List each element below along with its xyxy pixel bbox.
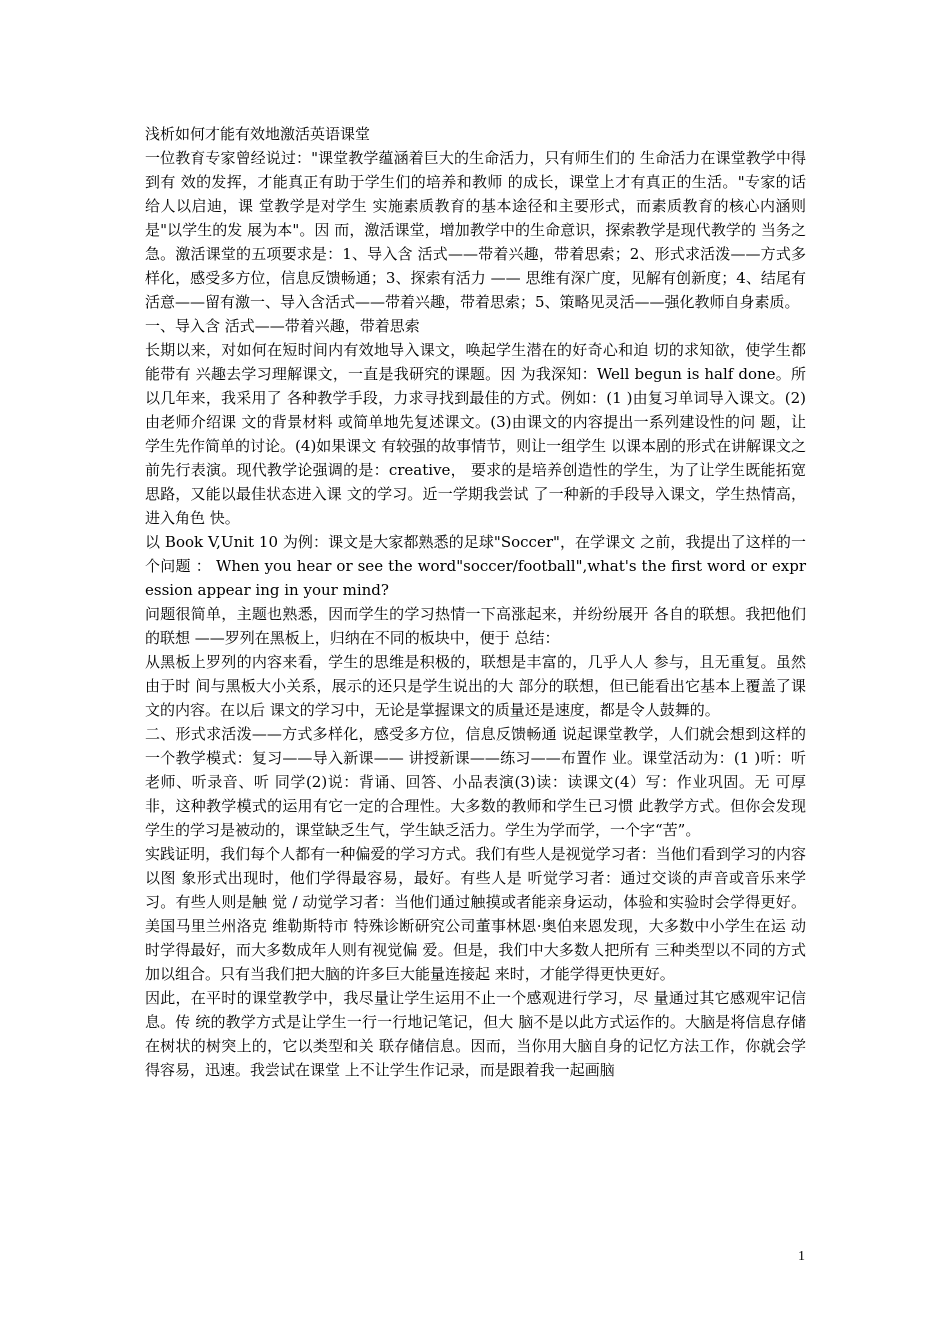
document-body (145, 122, 806, 1082)
paragraph-senses: 因此，在平时的课堂教学中，我尽量让学生运用不止一个感观进行学习，尽 量通过其它感观牢记信息。传 统的教学方式是让学生一行一行地记笔记，但大 脑不是以此方式运作的。大脑是将信息存储在树状的树突上的，它以类型和关 联存储信息。因而，当你用大脑自身的记忆方法工作，你就会学得容易，迅速。我尝试在课堂 上不让学生作记录，而是跟着我一起画脑 (145, 989, 806, 1079)
paragraph-student-response: 问题很简单，主题也熟悉，因而学生的学习热情一下高涨起来，并纷纷展开 各自的联想。我把他们的联想 ——罗列在黑板上，归纳在不同的板块中，便于 总结： (145, 605, 806, 647)
paragraph-blackboard-summary: 从黑板上罗列的内容来看，学生的思维是积极的，联想是丰富的，几乎人人 参与，且无重复。虽然由于时 间与黑板大小关系，展示的还只是学生说出的大 部分的联想，但已能看出它基本上覆盖了课文的内容。在以后 课文的学习中，无论是掌握课文的质量还是速度，都是令人鼓舞的。 (145, 653, 806, 719)
paragraph-intro: 一位教育专家曾经说过："课堂教学蕴涵着巨大的生命活力，只有师生们的 生命活力在课堂教学中得到有 效的发挥，才能真正有助于学生们的培养和教师 的成长，课堂上才有真正的生活。"专家的话给人以启迪，课 堂教学是对学生 实施素质教育的基本途径和主要形式，而素质教育的核心内涵则是"以学生的发 展为本"。因 而，激活课堂，增加教学中的生命意识，探索教学是现代教学的 当务之急。激活课堂的五项要求是：1、导入含 活式——带着兴趣，带着思索；2、形式求活泼——方式多样化，感受多方位，信息反馈畅通；3、探索有活力 —— 思维有深广度，见解有创新度；4、结尾有活意——留有激一、导入含活式——带着兴趣，带着思索；5、策略见灵活——强化教师自身素质。 (145, 149, 806, 311)
paragraph-intro-methods: 长期以来，对如何在短时间内有效地导入课文，唤起学生潜在的好奇心和迫 切的求知欲，使学生都能带有 兴趣去学习理解课文，一直是我研究的课题。因 为我深知：Well begun is half done。所以几年来，我采用了 各种教学手段，力求寻找到最佳的方式。例如：(1 )由复习单词导入课文。(2)由老师介绍课 文的背景材料 或简单地先复述课文。(3)由课文的内容提出一系列建设性的问 题，让学生先作简单的讨论。(4)如果课文 有较强的故事情节，则让一组学生 以课本剧的形式在讲解课文之前先行表演。现代教学论强调的是：creative， 要求的是培养创造性的学生，为了让学生既能拓宽思路，又能以最佳状态进入课 文的学习。近一学期我尝试 了一种新的手段导入课文，学生热情高，进入角色 快。 (145, 341, 806, 527)
section-heading-1: 一、导入含 活式——带着兴趣，带着思索 (145, 317, 420, 335)
paragraph-learning-styles: 实践证明，我们每个人都有一种偏爱的学习方式。我们有些人是视觉学习者：当他们看到学习的内容以图 象形式出现时，他们学得最容易，最好。有些人是 听觉学习者：通过交谈的声音或音乐来学习。有些人则是触 觉 / 动觉学习者：当他们通过触摸或者能亲身运动，体验和实验时会学得更好。美国马里兰州洛克 维勒斯特市 特殊诊断研究公司董事林恩·奥伯来恩发现，大多数中小学生在运 动时学得最好，而大多数成年人则有视觉偏 爱。但是，我们中大多数人把所有 三种类型以不同的方式加以组合。只有当我们把大脑的许多巨大能量连接起 来时，才能学得更快更好。 (145, 845, 806, 983)
paragraph-example-question: 以 Book V,Unit 10 为例：课文是大家都熟悉的足球"Soccer"，在学课文 之前，我提出了这样的一个问题 ： When you hear or see the word"soccer/football",what's the first word or expression appear ing in your mind? (145, 533, 806, 599)
page-number: 1 (798, 1249, 805, 1264)
paragraph-section-2: 二、形式求活泼——方式多样化，感受多方位，信息反馈畅通 说起课堂教学，人们就会想到这样的一个教学模式：复习——导入新课—— 讲授新课——练习——布置作 业。课堂活动为：(1 )听：听老师、听录音、听 同学(2)说：背诵、回答、小品表演(3)读：读课文(4）写：作业巩固。无 可厚非，这种教学模式的运用有它一定的合理性。大多数的教师和学生已习惯 此教学方式。但你会发现学生的学习是被动的，课堂缺乏生气，学生缺乏活力。学生为学而学，一个字“苦”。 (145, 725, 806, 839)
document-title: 浅析如何才能有效地激活英语课堂 (145, 125, 371, 143)
